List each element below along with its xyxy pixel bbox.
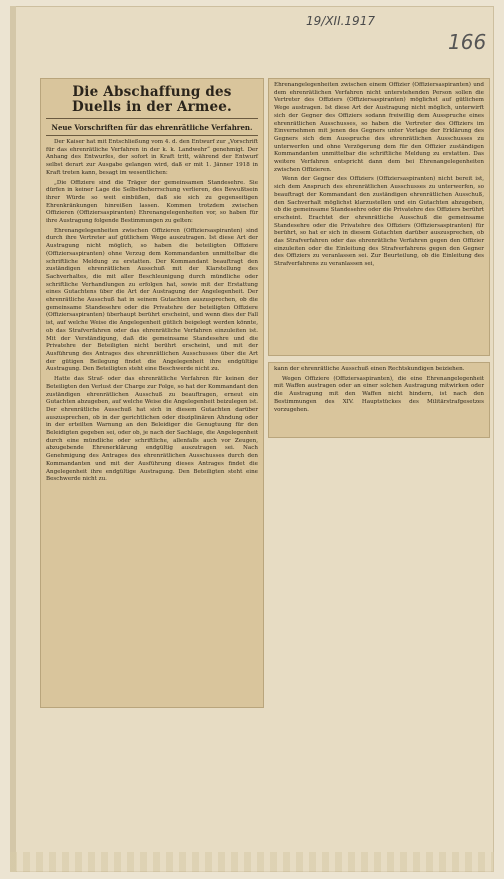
sheet-binding-edge: [10, 6, 16, 872]
clipping-right-column-top: [268, 78, 490, 356]
article-paragraph: Ehrenangelegenheiten zwischen Offizieren (Offiziersaspiranten) sind durch ihre Vertreter auf gütlichem Wege auszutragen. Ist diese Art der Austragung nicht möglich, so haben die beteiligten Offiziere (Offiziersaspiranten) ohne Verzug dem Kommandanten unmittelbar die schriftliche Meldung zu erstatten. Der Kommandant beauftragt den zuständigen ehrenrätlichen Ausschuß mit der Klarstellung des Sachverhaltes, die mit aller Beschleunigung durch mündliche oder schriftliche Verhandlungen zu erfolgen hat, sowie mit der Erstattung eines Gutachtens über die Art der Austragung der Angelegenheit. Der ehrenrätliche Ausschuß hat in seinem Gutachten auszusprechen, ob die gemeinsame Standesehre oder die Privatehre der beteiligten Offiziere (Offiziersaspiranten) überhaupt berührt erscheint, und wenn dies der Fall ist, auf welche Weise die Angelegenheit gütlich beigelegt werden könnte, ob das Strafverfahren oder das ehrenrätliche Verfahren einzuleiten ist. Mit der Verständigung, daß die gemeinsame Standesehre und die Privatehre der Beteiligten nicht berührt erscheint, und mit der Ausführung des Antrages des ehrenrätlichen Ausschusses über die Art der gütigen Beilegung findet die Angelegenheit ihre endgültige Austragung. Den Beteiligten steht eine Beschwerde nicht zu.: [46, 227, 258, 373]
article-subhead: Neue Vorschriften für das ehrenrätliche Verfahren.: [51, 123, 253, 132]
clipping-left-column: [40, 78, 264, 708]
article-paragraph: kann der ehrenrätliche Ausschuß einen Rechtskundigen beiziehen.: [274, 366, 465, 372]
handwritten-date: 19/XII.1917: [306, 14, 375, 28]
article-paragraph: „Die Offiziere sind die Träger der gemeinsamen Standesehre. Sie dürfen in keiner Lage die Selbstbeherrschung verlieren, des Bewußtsein ihrer Würde so weit einbüßen, daß sie sich zu gegenseitigen Ehrenkränkungen hinreißen lassen. Kommen trotzdem zwischen Offizieren (Offiziersaspiranten) Ehrenangelegenheiten vor, so haben für ihre Austragung folgende Bestimmungen zu gelten:: [46, 179, 258, 225]
article-headline: Die Abschaffung des Duells in der Armee.: [46, 85, 258, 119]
article-paragraph: Wegen Offiziere (Offiziersaspiranten), die eine Ehrenangelegenheit mit Waffen austragen oder an einer solchen Austragung mitwirken oder die Austragung mit den Waffen nicht hindern, ist nach den Bestimmungen des XIV. Hauptstückes des Militärstrafgesetzes vorzugehen.: [274, 375, 484, 413]
article-paragraph: Ehrenangelegenheiten zwischen einem Offizier (Offiziersaspiranten) und dem ehrenrätlichen Verfahren nicht unterstehenden Person sollen die Vertreter des Offiziers (Offiziersaspiranten) möglichst auf gütlichem Wege austragen. Ist diese Art der Austragung nicht möglich, unterwirft sich der Gegner des Offiziers sodann freiwillig dem Ausspruche eines ehrenrätlichen Ausschusses, so haben die Vertreter des Offiziers im Einvernehmen mit jenen des Gegners unter Vorlage der Erklärung des Gegners sich dem Ausspruche des ehrenrätlichen Ausschusses zu unterwerfen und ohne Verzögerung dem für den Offizier zuständigen Kommandanten unmittelbar die schriftliche Meldung zu erstatten. Das weitere Verfahren entspricht dann dem bei Ehrenangelegenheiten zwischen Offizieren.: [274, 82, 484, 173]
clipping-right-column-bottom: [268, 362, 490, 438]
article-paragraph: Hatte das Straf- oder das ehrenrätliche Verfahren für keinen der Beteiligten den Verlust der Charge zur Folge, so hat der Kommandant den zuständigen ehrenrätlichen Ausschuß zu beauftragen, erneut ein Gutachten abzugeben, auf welche Weise die Angelegenheit beizulegen ist. Der ehrenrätliche Ausschuß hat sich in diesem Gutachten darüber auszusprechen, ob in der gerichtlichen oder disziplinären Ahndung oder in der erteilten Warnung an den Beleidiger die Genugtuung für den Beleidigten gegeben sei, oder ob, je nach der Sachlage, die Angelegenheit durch eine mündliche oder schriftliche, allenfalls auch vor Zeugen, abzugebende Ehrenerklärung endgültig auszutragen sei. Nach Genehmigung des Antrages des ehrenrätlichen Ausschusses durch den Kommandanten und mit der Ausführung dieses Antrages findet die Angelegenheit ihre endgültige Austragung. Den Beteiligten steht eine Beschwerde nicht zu.: [46, 376, 258, 483]
divider: [46, 135, 258, 136]
article-paragraph: Der Kaiser hat mit Entschließung vom 4. d. den Entwurf zur „Vorschrift für das ehrenrätliche Verfahren in der k. k. Landwehr“ genehmigt. Der Anhang des Entwurfes, der sofort in Kraft tritt, während der Entwurf selbst derart zur Ausgabe gelangen wird, daß er mit 1. Jänner 1918 in Kraft treten kann, besagt im wesentlichen:: [46, 139, 258, 176]
sheet-bottom-edge: [10, 852, 494, 872]
handwritten-page-number: 166: [448, 30, 487, 54]
article-paragraph: Wenn der Gegner des Offiziers (Offiziersaspiranten) nicht bereit ist, sich dem Anspruch des ehrenrätlichen Ausschusses zu unterwerfen, so beauftragt der Kommandant den zuständigen ehrenrätlichen Ausschuß, den Sachverhalt möglichst klarzustellen und ein Gutachten abzugeben, ob die gemeinsame Standesehre oder die Privatehre des Offiziers berührt erscheint. Erachtet der ehrenrätliche Ausschuß die gemeinsame Standesehre oder die Privatehre des Offiziers (Offiziersaspiranten) für berührt, so hat er sich in diesem Gutachten darüber auszusprechen, ob das Strafverfahren oder das ehrenrätliche Verfahren gegen den Offizier einzuleiten oder die Einleitung des Strafverfahrens gegen den Gegner des Offiziers zu veranlassen sei. Zur Beurteilung, ob die Einleitung des Strafverfahrens zu veranlassen sei,: [274, 176, 484, 268]
